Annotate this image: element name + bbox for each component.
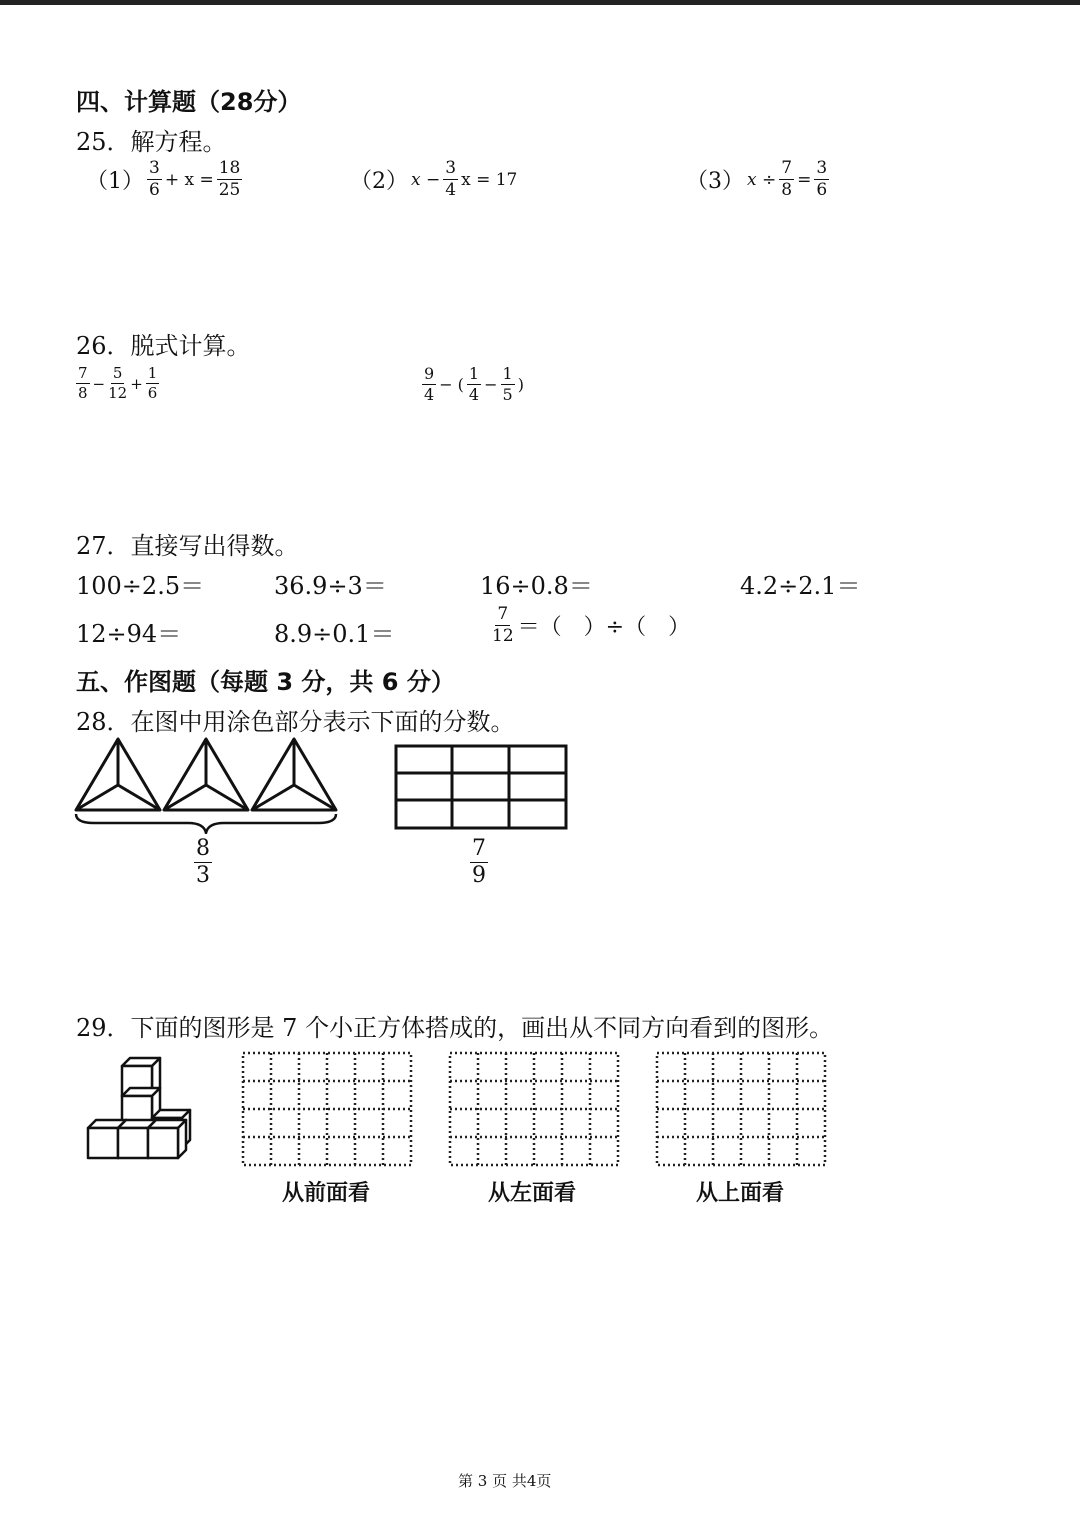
q27-item: 12÷94＝	[76, 620, 182, 648]
front-view-label: 从前面看	[282, 1181, 371, 1206]
q25-3-fraction-a: $\frac{7}{8}$	[781, 158, 793, 200]
q25-2-pre: x −	[411, 169, 441, 190]
q25-1-label: （1）	[86, 169, 144, 194]
q25-title: 25．解方程。	[76, 128, 227, 156]
q26-expression-2: $\frac{9}{4}$ − ( $\frac{1}{4}$ − $\frac{1}{5}$ )	[424, 364, 524, 404]
section-5-title: 五、作图题（每题 3 分，共 6 分）	[76, 668, 455, 696]
q25-1-fraction-b: $\frac{18}{25}$	[218, 158, 241, 200]
q26-expression-1: $\frac{7}{8}$ − $\frac{5}{12}$ + $\frac{1}{6}$	[78, 364, 158, 402]
q25-equation-1	[86, 160, 242, 199]
q28-right-fraction: $\frac{7}{9}$	[472, 836, 486, 888]
section-4-title: 四、计算题（28分）	[76, 88, 302, 116]
q27-item: 16÷0.8＝	[480, 572, 593, 600]
q25-3-label: （3）	[686, 169, 744, 194]
q27-fraction-item	[492, 606, 690, 645]
q28-left-fraction: $\frac{8}{3}$	[196, 836, 210, 888]
front-view-grid	[240, 1050, 416, 1168]
q26-title: 26．脱式计算。	[76, 332, 251, 360]
page-footer: 第 3 页 共4页	[458, 1472, 552, 1490]
q27-fraction: $\frac{7}{12}$	[492, 604, 514, 646]
q25-2-label: （2）	[350, 169, 408, 194]
q27-item: 36.9÷3＝	[274, 572, 387, 600]
q25-1-fraction-a: $\frac{3}{6}$	[149, 158, 160, 200]
brace	[76, 814, 336, 833]
q27-title: 27．直接写出得数。	[76, 532, 299, 560]
triangle-2	[164, 739, 248, 810]
left-view-grid	[447, 1050, 623, 1168]
q29-title: 29．下面的图形是 7 个小正方体搭成的，画出从不同方向看到的图形。	[76, 1014, 834, 1042]
q28-title: 28．在图中用涂色部分表示下面的分数。	[76, 708, 515, 736]
top-view-label: 从上面看	[696, 1181, 785, 1206]
q25-3-fraction-b: $\frac{3}{6}$	[816, 158, 828, 200]
cube-stack	[84, 1054, 194, 1164]
q25-2-fraction: $\frac{3}{4}$	[445, 158, 457, 200]
q25-3-operator: =	[797, 169, 812, 190]
triangle-1	[76, 739, 160, 810]
q25-1-operator: + x =	[164, 169, 214, 190]
rectangle-grid	[394, 744, 568, 830]
q27-item: 4.2÷2.1＝	[740, 572, 861, 600]
q27-item: 100÷2.5＝	[76, 572, 205, 600]
q25-2-post: x = 17	[461, 169, 518, 190]
q25-3-pre: x ÷	[747, 169, 777, 190]
left-view-label: 从左面看	[488, 1181, 577, 1206]
q25-equation-3	[686, 160, 829, 199]
q27-item: 8.9÷0.1＝	[274, 620, 395, 648]
q27-fraction-tail: ＝（ ）÷（ ）	[517, 615, 691, 640]
top-border	[0, 0, 1080, 5]
top-view-grid	[654, 1050, 830, 1168]
triangle-3	[252, 739, 336, 810]
q25-equation-2	[350, 160, 517, 199]
triangle-figures	[70, 734, 350, 834]
